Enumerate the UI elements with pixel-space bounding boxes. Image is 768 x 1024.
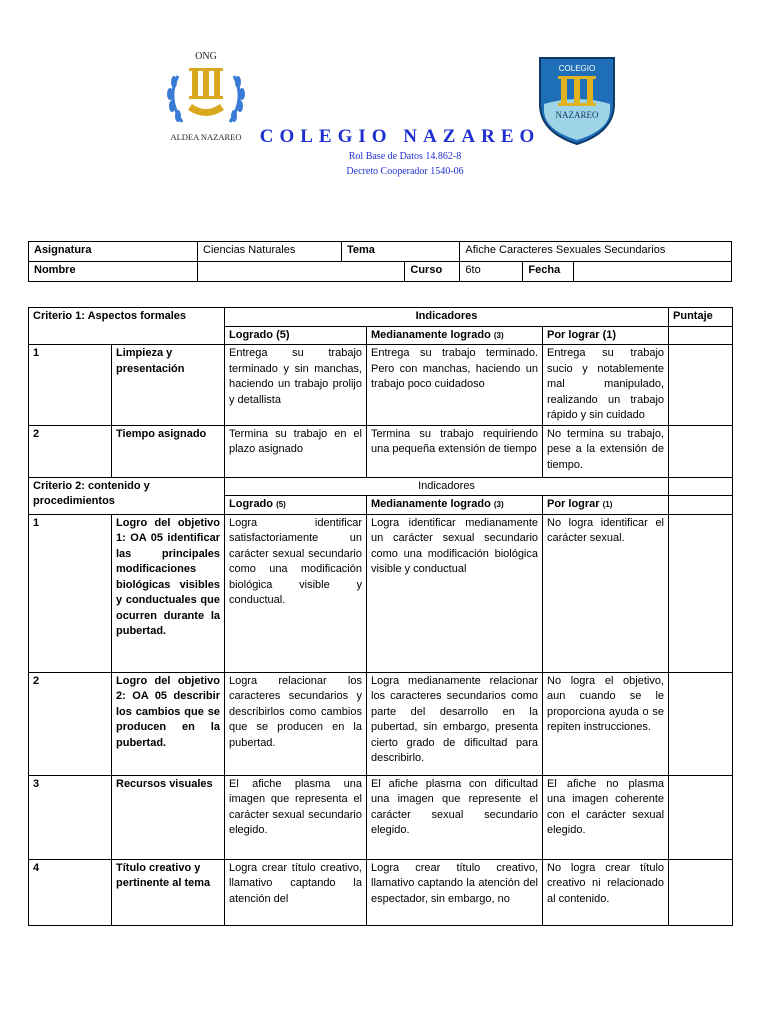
level-medianamente: Medianamente logrado (3)	[367, 326, 543, 345]
ong-aldea-nazareo-logo	[160, 48, 252, 148]
fecha-label: Fecha	[523, 262, 574, 282]
table-row	[29, 345, 733, 426]
row-medianamente: Logra crear título creativo, llamativo captando la atención del espectador, sin embargo, no	[367, 859, 543, 925]
info-row-student	[29, 262, 732, 282]
row-number: 1	[29, 514, 112, 672]
rol-base-datos: Rol Base de Datos 14.862-8	[348, 151, 462, 162]
row-medianamente: Termina su trabajo requiriendo una pequeña extensión de tiempo	[367, 425, 543, 477]
svg-text:COLEGIO: COLEGIO	[558, 64, 596, 73]
row-aspect: Limpieza y presentación	[112, 345, 225, 426]
puntaje-cell[interactable]	[669, 514, 733, 672]
puntaje-cell[interactable]	[669, 477, 733, 496]
row-aspect: Logro del objetivo 2: OA 05 describir los cambios que se producen en la pubertad.	[112, 672, 225, 775]
criterio1-header-row	[29, 308, 733, 327]
tema-label: Tema	[342, 242, 460, 262]
asignatura-label: Asignatura	[29, 242, 198, 262]
puntaje-cell[interactable]	[669, 859, 733, 925]
nombre-label: Nombre	[29, 262, 198, 282]
asignatura-value: Ciencias Naturales	[198, 242, 342, 262]
indicadores-header: Indicadores	[225, 477, 669, 496]
row-medianamente: Logra medianamente relacionar los caracteres secundarios como parte del desarrollo en la pubertad, sin embargo, presenta cierto grado de dificultad para describirlo.	[367, 672, 543, 775]
level-medianamente: Medianamente logrado (3)	[367, 496, 543, 515]
row-logrado: Entrega su trabajo terminado y sin manchas, haciendo un trabajo prolijo y detallista	[225, 345, 367, 426]
table-row	[29, 672, 733, 775]
row-por-lograr: No logra crear título creativo ni relacionado al contenido.	[543, 859, 669, 925]
row-number: 2	[29, 672, 112, 775]
svg-text:ONG: ONG	[195, 51, 217, 62]
row-aspect: Recursos visuales	[112, 775, 225, 859]
row-logrado: Termina su trabajo en el plazo asignado	[225, 425, 367, 477]
row-number: 3	[29, 775, 112, 859]
puntaje-header: Puntaje	[669, 308, 733, 327]
level-por-lograr: Por lograr (1)	[543, 326, 669, 345]
student-info-table	[28, 241, 732, 282]
table-row	[29, 425, 733, 477]
table-row	[29, 775, 733, 859]
criterio2-header-row	[29, 477, 733, 496]
puntaje-cell[interactable]	[669, 425, 733, 477]
row-logrado: El afiche plasma una imagen que representa el carácter sexual secundario elegido.	[225, 775, 367, 859]
table-row	[29, 514, 733, 672]
row-aspect: Tiempo asignado	[112, 425, 225, 477]
curso-label: Curso	[405, 262, 460, 282]
row-medianamente: Entrega su trabajo terminado. Pero con manchas, haciendo un trabajo poco cuidadoso	[367, 345, 543, 426]
level-logrado: Logrado (5)	[225, 496, 367, 515]
school-name: COLEGIO NAZAREO	[259, 126, 541, 147]
table-row	[29, 859, 733, 925]
level-por-lograr: Por lograr (1)	[543, 496, 669, 515]
row-por-lograr: No logra el objetivo, aun cuando se le proporciona ayuda o se repiten instrucciones.	[543, 672, 669, 775]
row-por-lograr: No termina su trabajo, pese a la extensión de tiempo.	[543, 425, 669, 477]
puntaje-cell[interactable]	[669, 326, 733, 345]
svg-text:ALDEA NAZAREO: ALDEA NAZAREO	[170, 132, 242, 142]
puntaje-cell[interactable]	[669, 775, 733, 859]
nombre-field[interactable]	[198, 262, 405, 282]
svg-text:NAZAREO: NAZAREO	[555, 110, 599, 120]
row-number: 1	[29, 345, 112, 426]
fecha-field[interactable]	[574, 262, 732, 282]
puntaje-cell[interactable]	[669, 672, 733, 775]
criterio1-title: Criterio 1: Aspectos formales	[29, 308, 225, 345]
row-number: 2	[29, 425, 112, 477]
row-logrado: Logra crear título creativo, llamativo captando la atención del	[225, 859, 367, 925]
decreto-cooperador: Decreto Cooperador 1540-06	[346, 166, 464, 177]
indicadores-header: Indicadores	[225, 308, 669, 327]
row-aspect: Título creativo y pertinente al tema	[112, 859, 225, 925]
row-medianamente: El afiche plasma con dificultad una imagen que represente el carácter sexual secundario elegido.	[367, 775, 543, 859]
criterio2-title: Criterio 2: contenido y procedimientos	[29, 477, 225, 514]
level-logrado: Logrado (5)	[225, 326, 367, 345]
puntaje-cell[interactable]	[669, 496, 733, 515]
row-aspect: Logro del objetivo 1: OA 05 identificar las principales modificaciones biológicas visibles y conductuales que ocurren durante la pubertad.	[112, 514, 225, 672]
rubric-table	[28, 307, 733, 926]
row-por-lograr: Entrega su trabajo sucio y notablemente mal manipulado, realizando un trabajo rápido y sin cuidado	[543, 345, 669, 426]
puntaje-cell[interactable]	[669, 345, 733, 426]
row-logrado: Logra identificar satisfactoriamente un carácter sexual secundario como una modificación biológica visible y conductual.	[225, 514, 367, 672]
info-row-subject	[29, 242, 732, 262]
curso-value: 6to	[460, 262, 523, 282]
row-logrado: Logra relacionar los caracteres secundarios y describirlos como cambios que se producen en la pubertad.	[225, 672, 367, 775]
row-medianamente: Logra identificar medianamente un carácter sexual secundario como una modificación biológica visible y conductual	[367, 514, 543, 672]
row-por-lograr: El afiche no plasma una imagen coherente con el carácter sexual elegido.	[543, 775, 669, 859]
school-header	[240, 126, 550, 178]
row-number: 4	[29, 859, 112, 925]
tema-value: Afiche Caracteres Sexuales Secundarios	[460, 242, 732, 262]
row-por-lograr: No logra identificar el carácter sexual.	[543, 514, 669, 672]
